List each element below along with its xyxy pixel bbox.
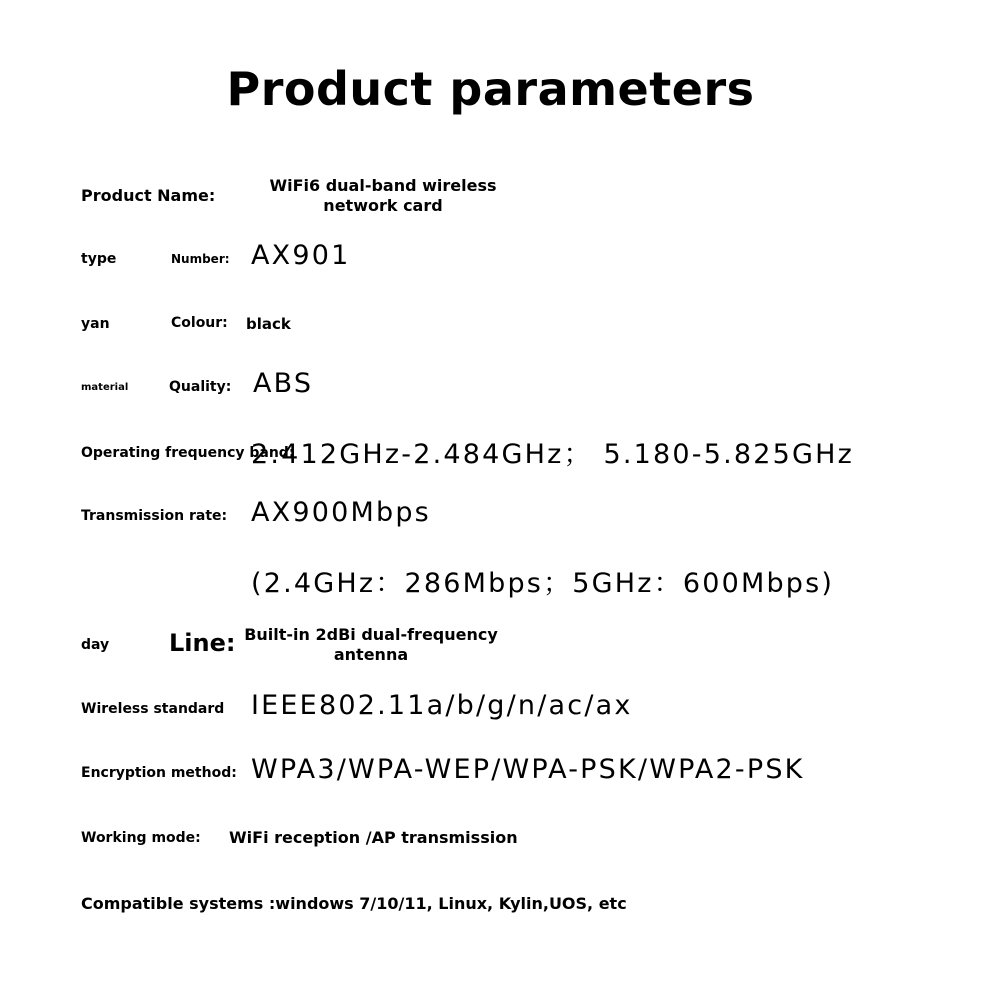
colour-value: black	[246, 315, 291, 333]
day-label: day	[81, 637, 110, 653]
product-name-value-line1: WiFi6 dual-band wireless	[269, 176, 497, 195]
page-title: Product parameters	[226, 62, 755, 116]
antenna-value-line1: Built-in 2dBi dual-frequency	[244, 625, 498, 644]
compatible-systems: Compatible systems :windows 7/10/11, Linux, Kylin,UOS, etc	[81, 894, 627, 913]
encryption-value: WPA3/WPA-WEP/WPA-PSK/WPA2-PSK	[251, 754, 805, 785]
model-number-value: AX901	[251, 240, 351, 271]
material-label: material	[81, 382, 129, 393]
rate-value-line1: AX900Mbps	[251, 497, 431, 528]
mode-label: Working mode:	[81, 830, 201, 846]
material-value: ABS	[253, 368, 314, 399]
frequency-value: 2.412GHz-2.484GHz； 5.180-5.825GHz	[251, 439, 855, 470]
yan-label: yan	[81, 316, 110, 332]
product-name-value-line2: network card	[323, 196, 443, 215]
standard-value: IEEE802.11a/b/g/n/ac/ax	[251, 690, 633, 721]
antenna-value-line2: antenna	[333, 645, 409, 664]
standard-label: Wireless standard	[81, 701, 225, 717]
product-name-label: Product Name:	[81, 186, 216, 205]
mode-value: WiFi reception /AP transmission	[229, 828, 518, 847]
quality-label: Quality:	[169, 379, 232, 395]
type-label: type	[81, 251, 117, 267]
line-label: Line:	[169, 629, 236, 657]
rate-value-line2: (2.4GHz：286Mbps；5GHz：600Mbps)	[251, 568, 835, 599]
encryption-label: Encryption method:	[81, 765, 237, 781]
frequency-label: Operating frequency band:	[81, 445, 295, 461]
rate-label: Transmission rate:	[81, 508, 228, 524]
number-label: Number:	[171, 252, 230, 266]
colour-label: Colour:	[171, 315, 228, 331]
